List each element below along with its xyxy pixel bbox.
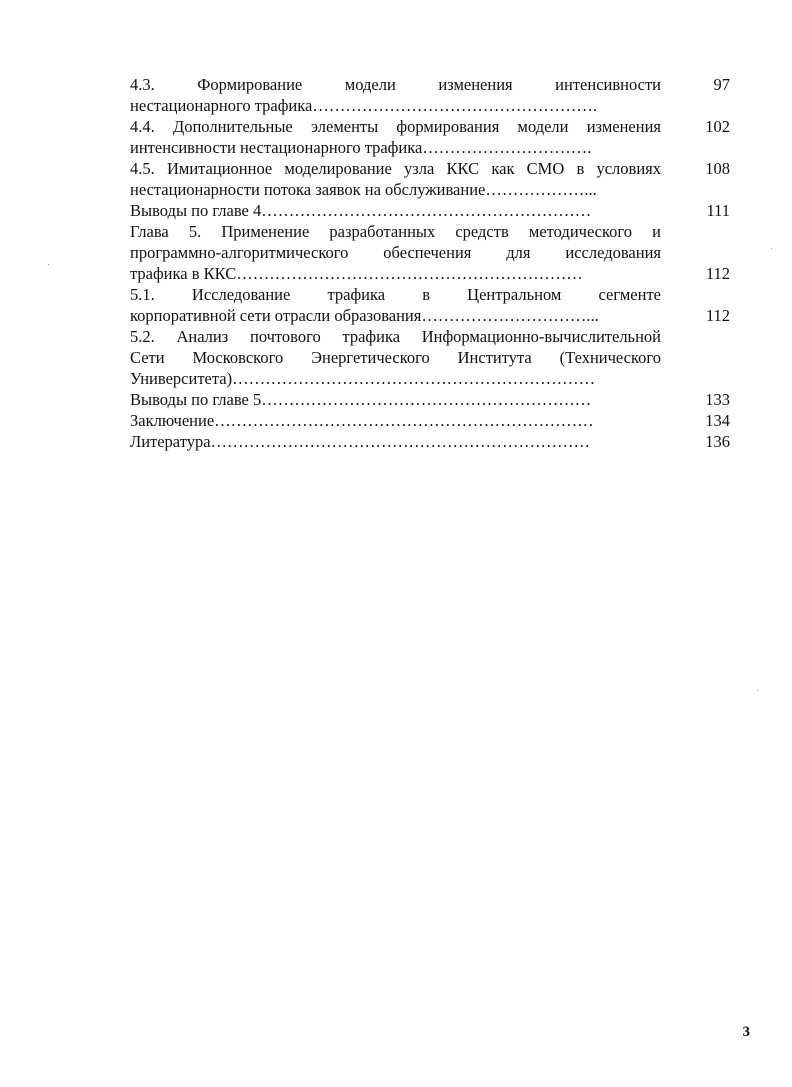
- toc-entry-page: 97: [713, 75, 730, 94]
- toc-entry-line: 4.5. Имитационное моделирование узла ККС как СМО в условиях: [130, 159, 661, 178]
- toc-entry-page: 112: [705, 306, 730, 325]
- toc-entry-title: [130, 389, 661, 410]
- toc-entry: [130, 284, 730, 326]
- toc-entry-title: [130, 200, 661, 221]
- toc-entry-line: 4.4. Дополнительные элементы формирования модели изменения: [130, 117, 661, 136]
- toc-entry-line: 5.2. Анализ почтового трафика Информационно-вычислительной: [130, 327, 661, 346]
- toc-entry-line: нестационарного трафика…………………………………………….: [130, 96, 597, 115]
- toc-entry-page: 108: [705, 159, 730, 178]
- toc-entry-line: Сети Московского Энергетического Института (Технического: [130, 348, 661, 367]
- toc-entry-line: 5.1. Исследование трафика в Центральном сегменте: [130, 285, 661, 304]
- scan-speck: [757, 690, 758, 691]
- scan-speck: [48, 264, 49, 265]
- toc-entry-line: программно-алгоритмического обеспечения для исследования: [130, 243, 661, 262]
- toc-entry-line: Глава 5. Применение разработанных средств методического и: [130, 222, 661, 241]
- toc-entry-line: Университета)…………………………………………………………: [130, 369, 596, 388]
- toc-entry-page: 134: [705, 411, 730, 430]
- toc-entry-page: 133: [705, 390, 730, 409]
- toc-entry-page: 111: [706, 201, 730, 220]
- toc-entry-title: [130, 74, 661, 116]
- toc-entry: [130, 389, 730, 410]
- toc-entry: [130, 158, 730, 200]
- toc-entry: [130, 200, 730, 221]
- toc-entry-page: 112: [705, 264, 730, 283]
- toc-entry: [130, 116, 730, 158]
- toc-entry-title: [130, 284, 661, 326]
- toc-entry: [130, 431, 730, 452]
- table-of-contents: [130, 74, 730, 452]
- toc-entry-line: корпоративной сети отрасли образования…………………………...: [130, 306, 599, 325]
- toc-entry-title: [130, 221, 661, 284]
- toc-entry-title: [130, 431, 661, 452]
- toc-entry-title: [130, 116, 661, 158]
- toc-entry-title: [130, 410, 661, 431]
- toc-entry-line: нестационарности потока заявок на обслуживание………………...: [130, 180, 597, 199]
- toc-entry-page: 102: [705, 117, 730, 136]
- toc-entry-line: интенсивности нестационарного трафика………………………….: [130, 138, 592, 157]
- page-number: 3: [742, 1024, 750, 1040]
- toc-entry: [130, 410, 730, 431]
- toc-entry-title: [130, 326, 661, 389]
- toc-entry-line: 4.3. Формирование модели изменения интенсивности: [130, 75, 661, 94]
- toc-entry-line: Выводы по главе 4……………………………………………………: [130, 201, 592, 220]
- toc-entry: [130, 221, 730, 284]
- toc-entry-page: 136: [705, 432, 730, 451]
- toc-entry-line: Заключение……………………………………………………………: [130, 411, 594, 430]
- toc-entry-line: Выводы по главе 5……………………………………………………: [130, 390, 592, 409]
- scan-speck: [771, 248, 772, 249]
- toc-entry: [130, 326, 730, 389]
- toc-entry-line: Литература……………………………………………………………: [130, 432, 591, 451]
- toc-entry-title: [130, 158, 661, 200]
- toc-entry: [130, 74, 730, 116]
- toc-entry-line: трафика в ККС………………………………………………………: [130, 264, 583, 283]
